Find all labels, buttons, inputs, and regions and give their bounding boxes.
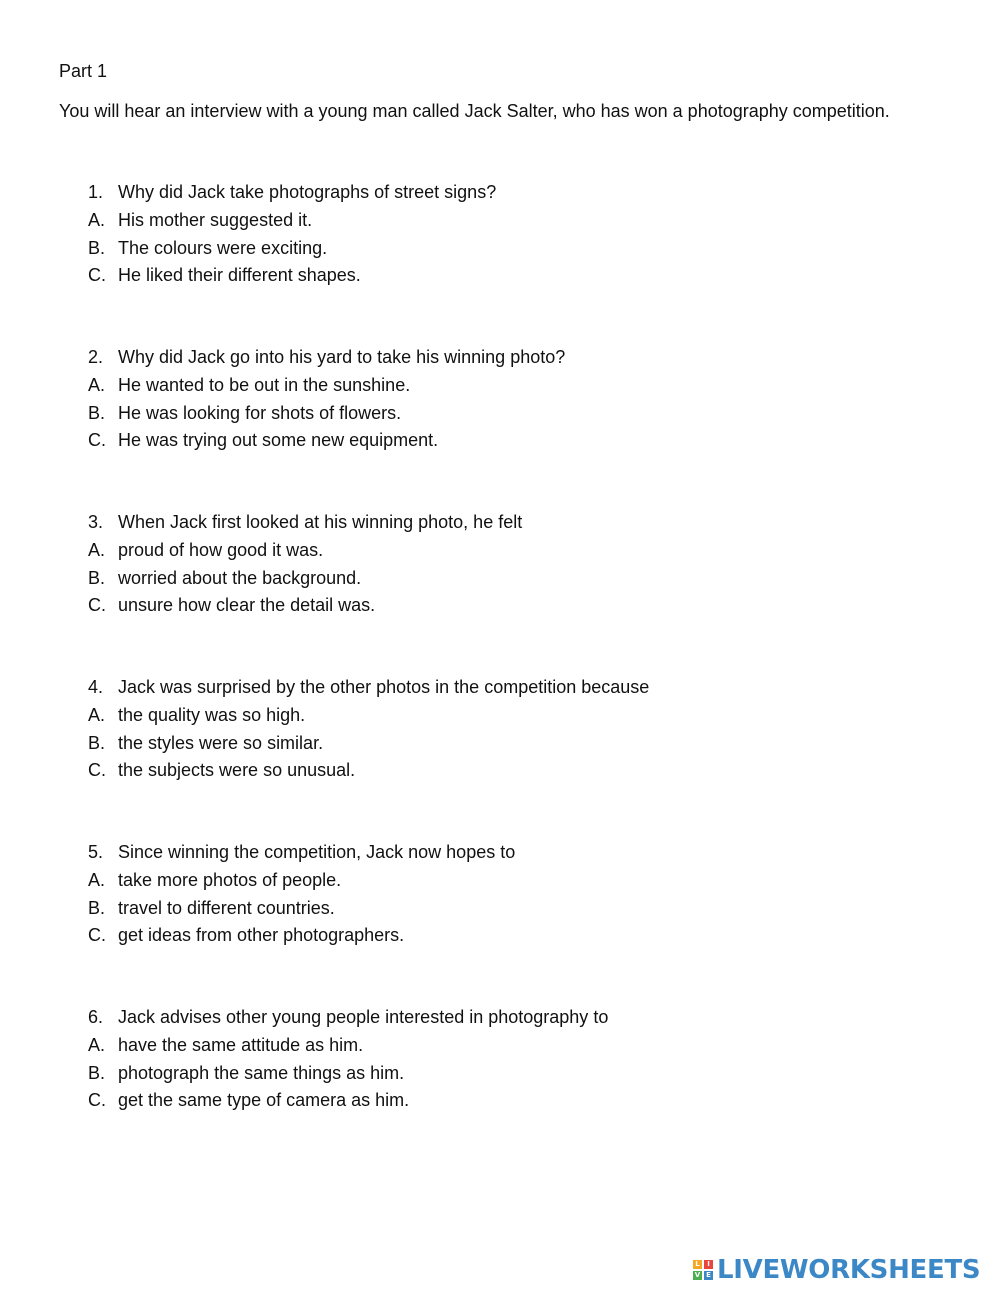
logo-letter-v: V — [694, 1271, 701, 1279]
question-5 — [88, 839, 788, 950]
question-number: 3. — [88, 512, 104, 533]
option-c[interactable] — [88, 427, 788, 455]
option-text: the subjects were so unusual. — [118, 760, 356, 781]
part-heading: Part 1 — [59, 61, 108, 81]
option-letter: A. — [88, 1035, 106, 1056]
question-number: 5. — [88, 842, 104, 863]
option-letter: B. — [88, 897, 106, 918]
option-a[interactable] — [88, 1032, 788, 1060]
option-text: proud of how good it was. — [118, 540, 324, 561]
option-letter: A. — [88, 540, 106, 561]
option-text: The colours were exciting. — [118, 237, 328, 258]
option-text: travel to different countries. — [118, 897, 335, 918]
question-text: Why did Jack take photographs of street signs? — [118, 182, 497, 203]
option-c[interactable] — [88, 262, 788, 290]
option-c[interactable] — [88, 592, 788, 620]
option-text: get the same type of camera as him. — [118, 1090, 410, 1111]
question-number: 2. — [88, 347, 104, 368]
option-c[interactable] — [88, 922, 788, 950]
question-4 — [88, 674, 788, 785]
option-text: He liked their different shapes. — [118, 265, 361, 286]
option-text: get ideas from other photographers. — [118, 925, 405, 946]
option-a[interactable] — [88, 702, 788, 730]
question-stem — [88, 509, 788, 537]
option-letter: B. — [88, 732, 106, 753]
option-a[interactable] — [88, 372, 788, 400]
question-stem — [88, 344, 788, 372]
option-letter: B. — [88, 237, 106, 258]
option-text: His mother suggested it. — [118, 210, 313, 231]
logo-letter-l: L — [693, 1260, 702, 1269]
question-text: Jack was surprised by the other photos in the competition because — [118, 677, 650, 698]
option-letter: C. — [88, 1090, 106, 1111]
option-text: unsure how clear the detail was. — [118, 595, 376, 616]
logo-grid-icon — [693, 1260, 713, 1280]
brand-name: LIVEWORKSHEETS — [717, 1255, 981, 1285]
question-6 — [88, 1004, 788, 1115]
question-text: Jack advises other young people interested in photography to — [118, 1007, 609, 1028]
question-text: When Jack first looked at his winning photo, he felt — [118, 512, 523, 533]
option-letter: A. — [88, 705, 106, 726]
question-number: 1. — [88, 182, 104, 203]
question-2 — [88, 344, 788, 455]
option-c[interactable] — [88, 1087, 788, 1115]
option-letter: C. — [88, 430, 106, 451]
option-text: the quality was so high. — [118, 705, 306, 726]
option-letter: B. — [88, 1062, 106, 1083]
question-stem — [88, 179, 788, 207]
intro-text: You will hear an interview with a young man called Jack Salter, who has won a photography competition. — [59, 101, 890, 121]
option-letter: C. — [88, 760, 106, 781]
option-letter: B. — [88, 402, 106, 423]
option-b[interactable] — [88, 399, 788, 427]
option-text: He was looking for shots of flowers. — [118, 402, 402, 423]
question-number: 6. — [88, 1007, 104, 1028]
option-b[interactable] — [88, 564, 788, 592]
option-text: the styles were so similar. — [118, 732, 324, 753]
question-number: 4. — [88, 677, 104, 698]
option-letter: C. — [88, 925, 106, 946]
option-b[interactable] — [88, 894, 788, 922]
option-letter: A. — [88, 210, 106, 231]
option-text: worried about the background. — [118, 567, 362, 588]
logo-letter-i: I — [704, 1260, 713, 1269]
liveworksheets-logo[interactable] — [693, 1255, 980, 1285]
option-a[interactable] — [88, 867, 788, 895]
option-a[interactable] — [88, 207, 788, 235]
question-stem — [88, 1004, 788, 1032]
option-letter: C. — [88, 265, 106, 286]
option-letter: B. — [88, 567, 106, 588]
option-letter: A. — [88, 870, 106, 891]
question-text: Why did Jack go into his yard to take his winning photo? — [118, 347, 566, 368]
question-stem — [88, 674, 788, 702]
option-c[interactable] — [88, 757, 788, 785]
option-text: photograph the same things as him. — [118, 1062, 405, 1083]
question-1 — [88, 179, 788, 290]
question-stem — [88, 839, 788, 867]
option-text: He wanted to be out in the sunshine. — [118, 375, 411, 396]
option-letter: A. — [88, 375, 106, 396]
option-a[interactable] — [88, 537, 788, 565]
question-3 — [88, 509, 788, 620]
option-b[interactable] — [88, 1059, 788, 1087]
logo-letter-e: E — [704, 1271, 713, 1280]
question-text: Since winning the competition, Jack now hopes to — [118, 842, 516, 863]
option-b[interactable] — [88, 234, 788, 262]
option-b[interactable] — [88, 729, 788, 757]
option-text: take more photos of people. — [118, 870, 342, 891]
option-letter: C. — [88, 595, 106, 616]
option-text: He was trying out some new equipment. — [118, 430, 439, 451]
option-text: have the same attitude as him. — [118, 1035, 364, 1056]
